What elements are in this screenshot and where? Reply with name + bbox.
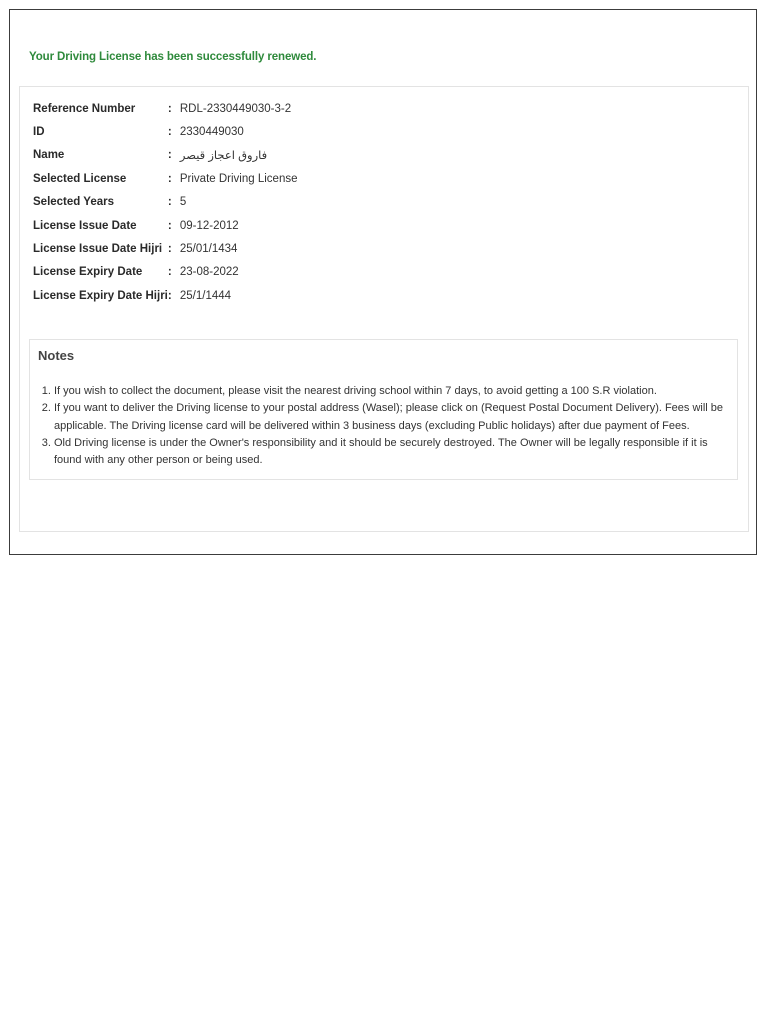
- detail-row-reference-number: [33, 97, 297, 120]
- detail-label: Selected Years: [33, 196, 114, 209]
- success-message: Your Driving License has been successfully renewed.: [29, 51, 317, 63]
- detail-value: 09-12-2012: [179, 219, 239, 232]
- notes-title: Notes: [38, 348, 75, 363]
- detail-label: Name: [33, 149, 65, 162]
- note-item: 1. If you wish to collect the document, please visit the nearest driving school within 7 days, to avoid getting a 100 S.R violation.: [54, 383, 728, 400]
- detail-label: License Issue Date: [33, 219, 137, 232]
- detail-label: ID: [33, 126, 45, 139]
- detail-separator: :: [167, 102, 172, 115]
- result-frame: [9, 9, 757, 555]
- detail-separator: :: [167, 219, 172, 232]
- detail-row-issue-date-hijri: [33, 237, 297, 260]
- detail-separator: :: [167, 126, 172, 139]
- detail-value: 2330449030: [179, 126, 244, 139]
- detail-row-expiry-date-hijri: [33, 284, 297, 307]
- detail-label: Reference Number: [33, 102, 136, 115]
- notes-list: [38, 383, 728, 469]
- detail-separator: :: [167, 172, 172, 185]
- details-panel: [19, 86, 749, 532]
- detail-label: License Issue Date Hijri: [33, 243, 163, 256]
- detail-label: License Expiry Date: [33, 266, 143, 279]
- detail-separator: :: [167, 289, 172, 302]
- detail-row-name: [33, 144, 297, 167]
- detail-label: License Expiry Date Hijri: [33, 289, 168, 302]
- detail-value: 5: [179, 196, 187, 209]
- license-details-table: [33, 97, 297, 308]
- detail-value: 23-08-2022: [179, 266, 239, 279]
- detail-row-expiry-date: [33, 261, 297, 284]
- detail-value: فاروق اعجاز قيصر: [179, 150, 268, 163]
- detail-value: Private Driving License: [179, 172, 298, 185]
- detail-label: Selected License: [33, 172, 127, 185]
- detail-row-selected-license: [33, 167, 297, 190]
- detail-row-issue-date: [33, 214, 297, 237]
- detail-separator: :: [167, 196, 172, 209]
- notes-box: [29, 339, 738, 480]
- note-item: 2. If you want to deliver the Driving license to your postal address (Wasel); please click on (Request Postal Document Delivery). Fees will be applicable. The Driving license card will be delivered within 3 business days (excluding Public holidays) after due payment of Fees.: [54, 400, 728, 435]
- detail-value: RDL-2330449030-3-2: [179, 102, 292, 115]
- detail-separator: :: [167, 243, 172, 256]
- detail-separator: :: [167, 149, 172, 162]
- detail-value: 25/1/1444: [179, 289, 232, 302]
- detail-row-id: [33, 120, 297, 143]
- detail-separator: :: [167, 266, 172, 279]
- detail-value: 25/01/1434: [179, 243, 238, 256]
- detail-row-selected-years: [33, 191, 297, 214]
- note-item: 3. Old Driving license is under the Owner's responsibility and it should be securely destroyed. The Owner will be legally responsible if it is found with any other person or being used.: [54, 435, 728, 470]
